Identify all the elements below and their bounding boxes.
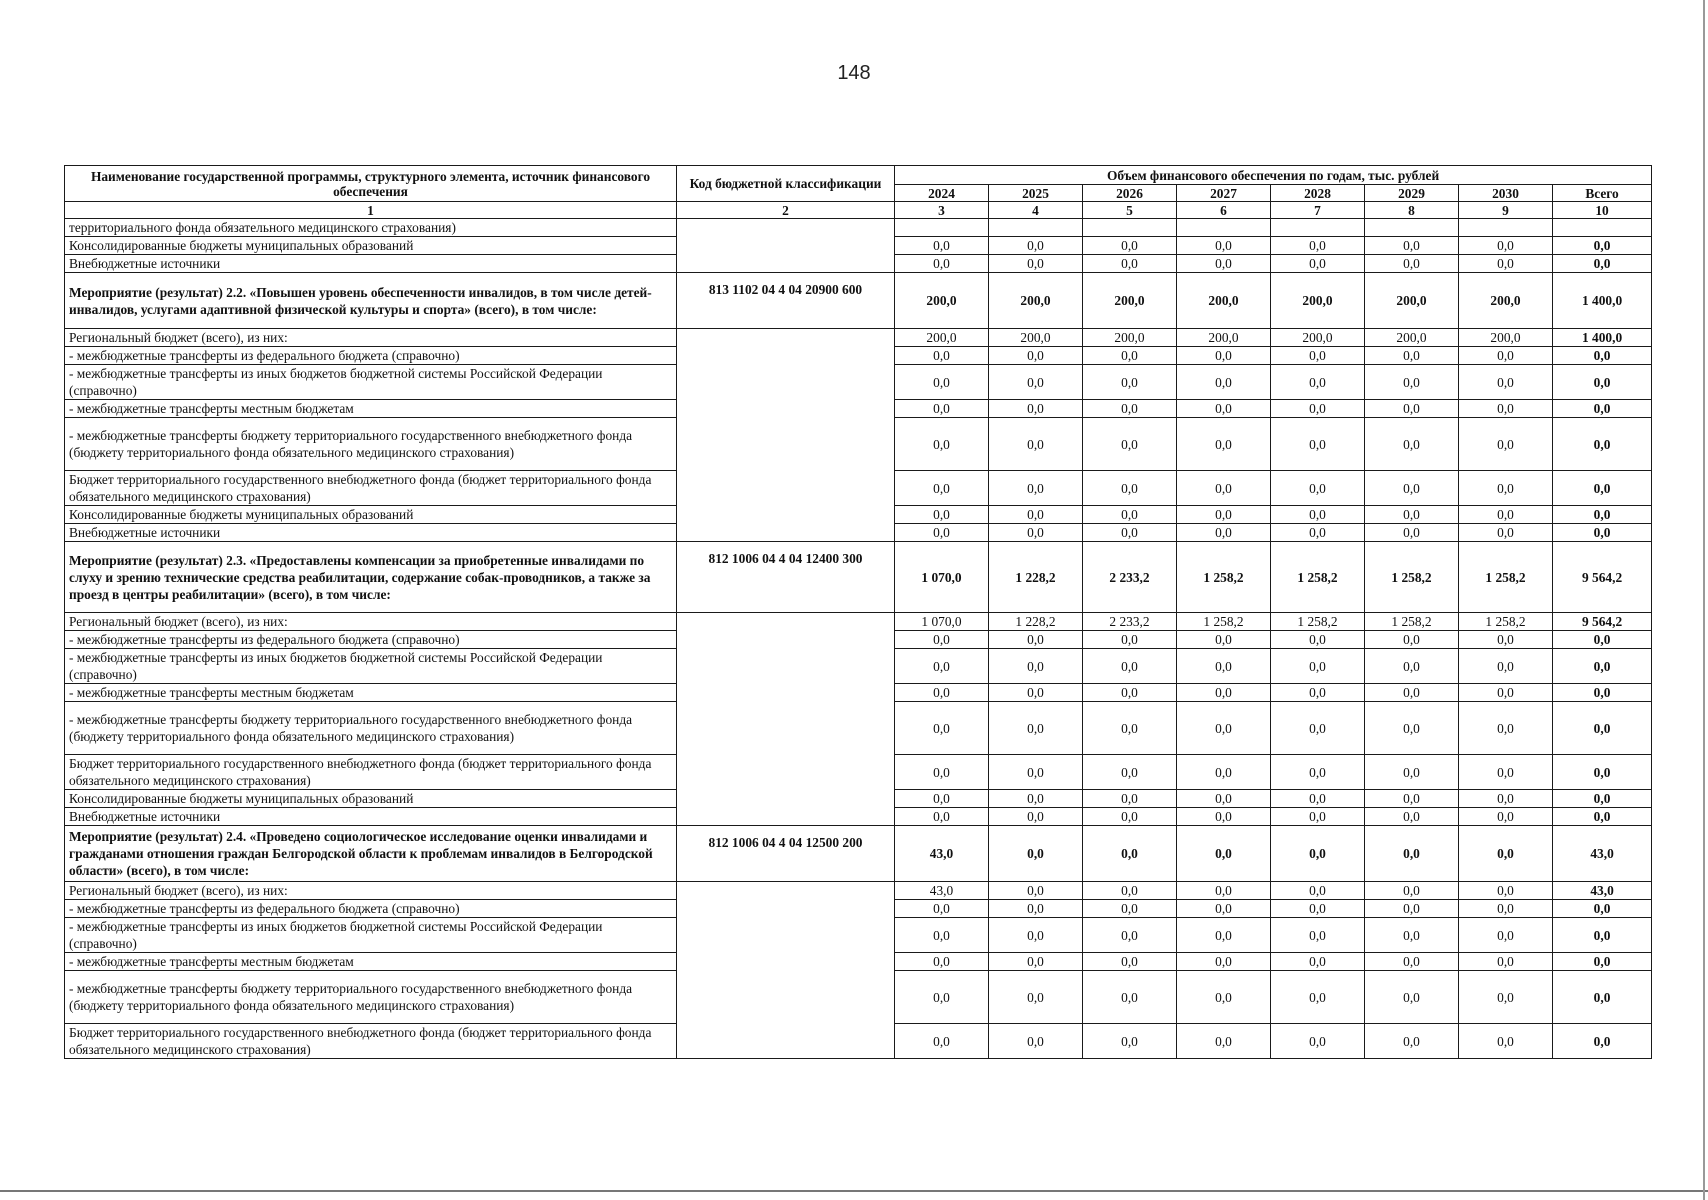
year-value: 0,0 <box>1083 506 1177 524</box>
year-value: 0,0 <box>1271 900 1365 918</box>
year-value: 0,0 <box>1365 953 1459 971</box>
column-number: 1 <box>65 202 677 219</box>
column-number: 4 <box>989 202 1083 219</box>
column-number: 5 <box>1083 202 1177 219</box>
year-value: 0,0 <box>1271 1024 1365 1059</box>
budget-code: 812 1006 04 4 04 12500 200 <box>677 826 895 882</box>
year-value: 0,0 <box>1271 255 1365 273</box>
measure-row <box>65 542 1652 613</box>
year-value: 0,0 <box>1177 971 1271 1024</box>
year-value <box>1365 219 1459 237</box>
year-value: 0,0 <box>1365 918 1459 953</box>
column-number: 10 <box>1553 202 1652 219</box>
year-value: 0,0 <box>1177 702 1271 755</box>
year-value: 0,0 <box>1365 400 1459 418</box>
measure-row <box>65 826 1652 882</box>
year-value: 0,0 <box>989 471 1083 506</box>
header-total: Всего <box>1553 185 1652 202</box>
row-name: Консолидированные бюджеты муниципальных образований <box>65 237 677 255</box>
year-value: 200,0 <box>895 273 989 329</box>
year-value: 0,0 <box>1365 365 1459 400</box>
scan-bottom-edge <box>0 1190 1708 1192</box>
year-value: 200,0 <box>895 329 989 347</box>
year-value: 0,0 <box>989 702 1083 755</box>
year-value: 0,0 <box>1083 790 1177 808</box>
year-value: 0,0 <box>1083 524 1177 542</box>
year-value: 0,0 <box>989 755 1083 790</box>
budget-code: 812 1006 04 4 04 12400 300 <box>677 542 895 613</box>
year-value: 0,0 <box>895 506 989 524</box>
year-value <box>1271 219 1365 237</box>
row-name: Консолидированные бюджеты муниципальных образований <box>65 506 677 524</box>
year-value: 1 070,0 <box>895 542 989 613</box>
year-value: 0,0 <box>989 524 1083 542</box>
year-value: 0,0 <box>1271 418 1365 471</box>
year-value: 0,0 <box>895 684 989 702</box>
total-value: 0,0 <box>1553 790 1652 808</box>
year-value: 0,0 <box>1271 882 1365 900</box>
year-value: 0,0 <box>895 649 989 684</box>
year-value: 0,0 <box>1083 1024 1177 1059</box>
year-value: 200,0 <box>1271 273 1365 329</box>
year-value: 0,0 <box>1459 524 1553 542</box>
year-value: 200,0 <box>1459 329 1553 347</box>
year-value: 0,0 <box>895 471 989 506</box>
year-value: 0,0 <box>1459 918 1553 953</box>
year-value: 2 233,2 <box>1083 542 1177 613</box>
year-value: 0,0 <box>1271 684 1365 702</box>
year-value: 0,0 <box>1271 471 1365 506</box>
year-value: 0,0 <box>1365 255 1459 273</box>
year-value: 0,0 <box>1083 826 1177 882</box>
year-value: 0,0 <box>1177 471 1271 506</box>
year-value: 0,0 <box>1177 790 1271 808</box>
year-value: 0,0 <box>989 808 1083 826</box>
year-value: 0,0 <box>895 418 989 471</box>
table-row <box>65 219 1652 237</box>
year-value: 0,0 <box>1177 900 1271 918</box>
year-value: 0,0 <box>895 255 989 273</box>
budget-code: 813 1102 04 4 04 20900 600 <box>677 273 895 329</box>
row-name: - межбюджетные трансферты из федерального бюджета (справочно) <box>65 631 677 649</box>
scan-right-edge <box>1703 0 1705 1200</box>
year-value: 0,0 <box>895 808 989 826</box>
row-name: Внебюджетные источники <box>65 524 677 542</box>
table-row <box>65 613 1652 631</box>
year-value: 0,0 <box>1365 702 1459 755</box>
total-value: 0,0 <box>1553 631 1652 649</box>
year-value: 0,0 <box>1271 953 1365 971</box>
year-value: 0,0 <box>1271 237 1365 255</box>
year-value: 0,0 <box>1459 255 1553 273</box>
year-value: 0,0 <box>1459 471 1553 506</box>
total-value: 0,0 <box>1553 649 1652 684</box>
measure-row <box>65 273 1652 329</box>
year-value: 200,0 <box>1271 329 1365 347</box>
year-value: 0,0 <box>895 755 989 790</box>
year-value: 0,0 <box>989 900 1083 918</box>
column-number: 2 <box>677 202 895 219</box>
year-value: 0,0 <box>1083 418 1177 471</box>
table-row <box>65 329 1652 347</box>
row-name: Региональный бюджет (всего), из них: <box>65 613 677 631</box>
year-value: 0,0 <box>989 684 1083 702</box>
year-value: 0,0 <box>989 953 1083 971</box>
budget-code <box>677 329 895 542</box>
header-name: Наименование государственной программы, структурного элемента, источник финансового обеспечения <box>65 166 677 202</box>
total-value: 43,0 <box>1553 826 1652 882</box>
total-value: 9 564,2 <box>1553 613 1652 631</box>
year-value: 0,0 <box>1459 900 1553 918</box>
year-value: 0,0 <box>895 365 989 400</box>
year-value: 1 228,2 <box>989 542 1083 613</box>
year-value: 200,0 <box>1083 329 1177 347</box>
header-year: 2028 <box>1271 185 1365 202</box>
year-value: 0,0 <box>1459 971 1553 1024</box>
budget-code <box>677 613 895 826</box>
column-number: 9 <box>1459 202 1553 219</box>
year-value: 0,0 <box>1459 882 1553 900</box>
row-name: Внебюджетные источники <box>65 808 677 826</box>
year-value: 0,0 <box>989 649 1083 684</box>
year-value: 0,0 <box>1177 755 1271 790</box>
year-value: 0,0 <box>895 237 989 255</box>
total-value: 0,0 <box>1553 524 1652 542</box>
year-value: 0,0 <box>1365 755 1459 790</box>
column-number: 3 <box>895 202 989 219</box>
year-value: 0,0 <box>1459 631 1553 649</box>
budget-code <box>677 219 895 273</box>
row-name: Внебюджетные источники <box>65 255 677 273</box>
year-value: 0,0 <box>989 400 1083 418</box>
year-value: 0,0 <box>1365 684 1459 702</box>
year-value: 0,0 <box>1365 971 1459 1024</box>
year-value: 200,0 <box>1177 329 1271 347</box>
year-value: 1 070,0 <box>895 613 989 631</box>
year-value: 200,0 <box>1177 273 1271 329</box>
financing-table <box>64 165 1652 1059</box>
year-value: 0,0 <box>1271 524 1365 542</box>
year-value: 1 258,2 <box>1459 613 1553 631</box>
year-value: 0,0 <box>1177 506 1271 524</box>
row-name: - межбюджетные трансферты бюджету территориального государственного внебюджетного фонда (бюджету территориального фонда обязательного медицинского страхования) <box>65 702 677 755</box>
total-value: 43,0 <box>1553 882 1652 900</box>
column-number: 8 <box>1365 202 1459 219</box>
year-value: 0,0 <box>1177 347 1271 365</box>
total-value: 0,0 <box>1553 953 1652 971</box>
year-value: 0,0 <box>1177 882 1271 900</box>
year-value: 0,0 <box>1365 826 1459 882</box>
year-value: 0,0 <box>1459 826 1553 882</box>
year-value: 0,0 <box>1083 900 1177 918</box>
year-value: 0,0 <box>1271 790 1365 808</box>
year-value: 200,0 <box>989 273 1083 329</box>
total-value: 0,0 <box>1553 971 1652 1024</box>
year-value: 43,0 <box>895 882 989 900</box>
total-value: 0,0 <box>1553 237 1652 255</box>
year-value: 0,0 <box>895 347 989 365</box>
year-value: 0,0 <box>989 826 1083 882</box>
row-name: Бюджет территориального государственного внебюджетного фонда (бюджет территориального фонда обязательного медицинского страхования) <box>65 471 677 506</box>
year-value: 0,0 <box>1271 631 1365 649</box>
row-name: Мероприятие (результат) 2.4. «Проведено социологическое исследование оценки инвалидами и гражданами отношения граждан Белгородской области к проблемам инвалидов в Белгородской области» (всего), в том числе: <box>65 826 677 882</box>
year-value: 200,0 <box>1083 273 1177 329</box>
year-value: 0,0 <box>1459 365 1553 400</box>
column-number: 6 <box>1177 202 1271 219</box>
year-value: 0,0 <box>1365 900 1459 918</box>
year-value: 0,0 <box>1365 808 1459 826</box>
year-value: 0,0 <box>1271 918 1365 953</box>
header-year: 2029 <box>1365 185 1459 202</box>
year-value: 0,0 <box>1083 971 1177 1024</box>
year-value: 200,0 <box>1365 329 1459 347</box>
year-value: 0,0 <box>1177 255 1271 273</box>
header-code: Код бюджетной классификации <box>677 166 895 202</box>
year-value: 0,0 <box>895 953 989 971</box>
total-value <box>1553 219 1652 237</box>
row-name: - межбюджетные трансферты местным бюджетам <box>65 953 677 971</box>
row-name: - межбюджетные трансферты местным бюджетам <box>65 400 677 418</box>
year-value: 0,0 <box>895 790 989 808</box>
year-value: 0,0 <box>1083 702 1177 755</box>
total-value: 0,0 <box>1553 918 1652 953</box>
row-name: - межбюджетные трансферты бюджету территориального государственного внебюджетного фонда (бюджету территориального фонда обязательного медицинского страхования) <box>65 418 677 471</box>
year-value: 0,0 <box>1177 418 1271 471</box>
year-value: 0,0 <box>1083 400 1177 418</box>
year-value: 0,0 <box>1177 1024 1271 1059</box>
table-row <box>65 882 1652 900</box>
row-name: - межбюджетные трансферты из федерального бюджета (справочно) <box>65 900 677 918</box>
header-year: 2025 <box>989 185 1083 202</box>
year-value: 0,0 <box>1271 702 1365 755</box>
total-value: 0,0 <box>1553 900 1652 918</box>
year-value: 0,0 <box>989 971 1083 1024</box>
year-value: 1 258,2 <box>1177 542 1271 613</box>
total-value: 0,0 <box>1553 1024 1652 1059</box>
total-value: 0,0 <box>1553 506 1652 524</box>
year-value: 0,0 <box>1083 255 1177 273</box>
year-value: 0,0 <box>1083 918 1177 953</box>
header-volume: Объем финансового обеспечения по годам, тыс. рублей <box>895 166 1652 185</box>
year-value: 0,0 <box>989 1024 1083 1059</box>
year-value: 0,0 <box>1271 808 1365 826</box>
year-value: 0,0 <box>895 918 989 953</box>
year-value: 1 258,2 <box>1365 542 1459 613</box>
year-value: 43,0 <box>895 826 989 882</box>
year-value: 0,0 <box>1459 684 1553 702</box>
year-value: 0,0 <box>1459 1024 1553 1059</box>
row-name: - межбюджетные трансферты бюджету территориального государственного внебюджетного фонда (бюджету территориального фонда обязательного медицинского страхования) <box>65 971 677 1024</box>
year-value: 0,0 <box>1271 400 1365 418</box>
year-value: 0,0 <box>1459 790 1553 808</box>
year-value: 200,0 <box>989 329 1083 347</box>
year-value: 2 233,2 <box>1083 613 1177 631</box>
row-name: Региональный бюджет (всего), из них: <box>65 882 677 900</box>
year-value: 0,0 <box>989 418 1083 471</box>
year-value: 0,0 <box>1365 471 1459 506</box>
year-value: 1 228,2 <box>989 613 1083 631</box>
header-year: 2030 <box>1459 185 1553 202</box>
year-value: 0,0 <box>989 347 1083 365</box>
year-value: 0,0 <box>1177 953 1271 971</box>
year-value: 1 258,2 <box>1177 613 1271 631</box>
total-value: 0,0 <box>1553 347 1652 365</box>
year-value: 0,0 <box>1365 790 1459 808</box>
year-value: 0,0 <box>1083 347 1177 365</box>
year-value: 200,0 <box>1365 273 1459 329</box>
row-name: территориального фонда обязательного медицинского страхования) <box>65 219 677 237</box>
year-value: 0,0 <box>1365 1024 1459 1059</box>
row-name: - межбюджетные трансферты из иных бюджетов бюджетной системы Российской Федерации (справочно) <box>65 365 677 400</box>
year-value: 0,0 <box>1083 237 1177 255</box>
total-value: 0,0 <box>1553 755 1652 790</box>
year-value: 0,0 <box>1177 524 1271 542</box>
row-name: - межбюджетные трансферты из иных бюджетов бюджетной системы Российской Федерации (справочно) <box>65 649 677 684</box>
row-name: Мероприятие (результат) 2.3. «Предоставлены компенсации за приобретенные инвалидами по слуху и зрению технические средства реабилитации, содержание собак-проводников, а также за проезд в центры реабилитации» (всего), в том числе: <box>65 542 677 613</box>
year-value: 0,0 <box>1271 826 1365 882</box>
year-value <box>1083 219 1177 237</box>
page-number: 148 <box>837 62 871 84</box>
year-value: 0,0 <box>989 255 1083 273</box>
year-value: 0,0 <box>1459 649 1553 684</box>
row-name: Региональный бюджет (всего), из них: <box>65 329 677 347</box>
year-value: 0,0 <box>1459 237 1553 255</box>
year-value: 200,0 <box>1459 273 1553 329</box>
year-value <box>1459 219 1553 237</box>
year-value: 0,0 <box>895 524 989 542</box>
year-value: 0,0 <box>989 506 1083 524</box>
year-value: 0,0 <box>1271 755 1365 790</box>
year-value: 0,0 <box>1083 808 1177 826</box>
total-value: 0,0 <box>1553 255 1652 273</box>
header-year: 2024 <box>895 185 989 202</box>
budget-code <box>677 882 895 1059</box>
year-value <box>895 219 989 237</box>
year-value: 0,0 <box>1083 953 1177 971</box>
year-value: 0,0 <box>1083 649 1177 684</box>
year-value: 0,0 <box>895 702 989 755</box>
year-value: 0,0 <box>1365 506 1459 524</box>
total-value: 0,0 <box>1553 471 1652 506</box>
year-value: 0,0 <box>1271 506 1365 524</box>
year-value: 0,0 <box>989 882 1083 900</box>
year-value: 0,0 <box>1177 649 1271 684</box>
year-value: 0,0 <box>1459 808 1553 826</box>
year-value <box>1177 219 1271 237</box>
year-value: 0,0 <box>1271 365 1365 400</box>
year-value: 0,0 <box>895 1024 989 1059</box>
year-value: 0,0 <box>1083 684 1177 702</box>
total-value: 0,0 <box>1553 400 1652 418</box>
year-value: 0,0 <box>1177 808 1271 826</box>
row-name: Бюджет территориального государственного внебюджетного фонда (бюджет территориального фонда обязательного медицинского страхования) <box>65 1024 677 1059</box>
year-value: 0,0 <box>1177 684 1271 702</box>
year-value: 0,0 <box>895 400 989 418</box>
year-value: 0,0 <box>1177 237 1271 255</box>
column-number: 7 <box>1271 202 1365 219</box>
year-value: 0,0 <box>1459 953 1553 971</box>
year-value: 0,0 <box>1271 649 1365 684</box>
total-value: 0,0 <box>1553 365 1652 400</box>
year-value: 0,0 <box>895 631 989 649</box>
year-value: 0,0 <box>1365 882 1459 900</box>
year-value: 0,0 <box>1459 755 1553 790</box>
year-value: 0,0 <box>989 237 1083 255</box>
year-value: 0,0 <box>1365 237 1459 255</box>
year-value: 0,0 <box>1083 755 1177 790</box>
total-value: 0,0 <box>1553 684 1652 702</box>
year-value: 0,0 <box>1177 918 1271 953</box>
year-value: 0,0 <box>1365 649 1459 684</box>
row-name: - межбюджетные трансферты местным бюджетам <box>65 684 677 702</box>
year-value: 1 258,2 <box>1365 613 1459 631</box>
row-name: - межбюджетные трансферты из иных бюджетов бюджетной системы Российской Федерации (справочно) <box>65 918 677 953</box>
year-value: 0,0 <box>1365 347 1459 365</box>
header-year: 2027 <box>1177 185 1271 202</box>
total-value: 0,0 <box>1553 808 1652 826</box>
year-value: 0,0 <box>1459 347 1553 365</box>
year-value: 0,0 <box>1365 524 1459 542</box>
year-value: 0,0 <box>1459 506 1553 524</box>
year-value: 0,0 <box>1365 418 1459 471</box>
year-value: 0,0 <box>989 365 1083 400</box>
total-value: 0,0 <box>1553 418 1652 471</box>
year-value: 0,0 <box>1271 347 1365 365</box>
year-value: 1 258,2 <box>1271 542 1365 613</box>
year-value: 0,0 <box>895 971 989 1024</box>
year-value: 0,0 <box>1177 631 1271 649</box>
year-value: 0,0 <box>895 900 989 918</box>
table-body <box>65 219 1652 1059</box>
year-value <box>989 219 1083 237</box>
year-value: 0,0 <box>989 631 1083 649</box>
row-name: Мероприятие (результат) 2.2. «Повышен уровень обеспеченности инвалидов, в том числе детей-инвалидов, услугами адаптивной физической культуры и спорта» (всего), в том числе: <box>65 273 677 329</box>
year-value: 0,0 <box>1177 400 1271 418</box>
year-value: 0,0 <box>1365 631 1459 649</box>
year-value: 0,0 <box>1459 400 1553 418</box>
row-name: Консолидированные бюджеты муниципальных образований <box>65 790 677 808</box>
year-value: 0,0 <box>1271 971 1365 1024</box>
total-value: 1 400,0 <box>1553 273 1652 329</box>
total-value: 9 564,2 <box>1553 542 1652 613</box>
year-value: 1 258,2 <box>1271 613 1365 631</box>
year-value: 0,0 <box>1177 365 1271 400</box>
row-name: - межбюджетные трансферты из федерального бюджета (справочно) <box>65 347 677 365</box>
header-year: 2026 <box>1083 185 1177 202</box>
year-value: 0,0 <box>1459 418 1553 471</box>
year-value: 0,0 <box>989 790 1083 808</box>
year-value: 0,0 <box>1083 882 1177 900</box>
year-value: 0,0 <box>989 918 1083 953</box>
total-value: 0,0 <box>1553 702 1652 755</box>
total-value: 1 400,0 <box>1553 329 1652 347</box>
year-value: 0,0 <box>1083 471 1177 506</box>
row-name: Бюджет территориального государственного внебюджетного фонда (бюджет территориального фонда обязательного медицинского страхования) <box>65 755 677 790</box>
year-value: 0,0 <box>1083 631 1177 649</box>
year-value: 1 258,2 <box>1459 542 1553 613</box>
year-value: 0,0 <box>1177 826 1271 882</box>
year-value: 0,0 <box>1083 365 1177 400</box>
year-value: 0,0 <box>1459 702 1553 755</box>
